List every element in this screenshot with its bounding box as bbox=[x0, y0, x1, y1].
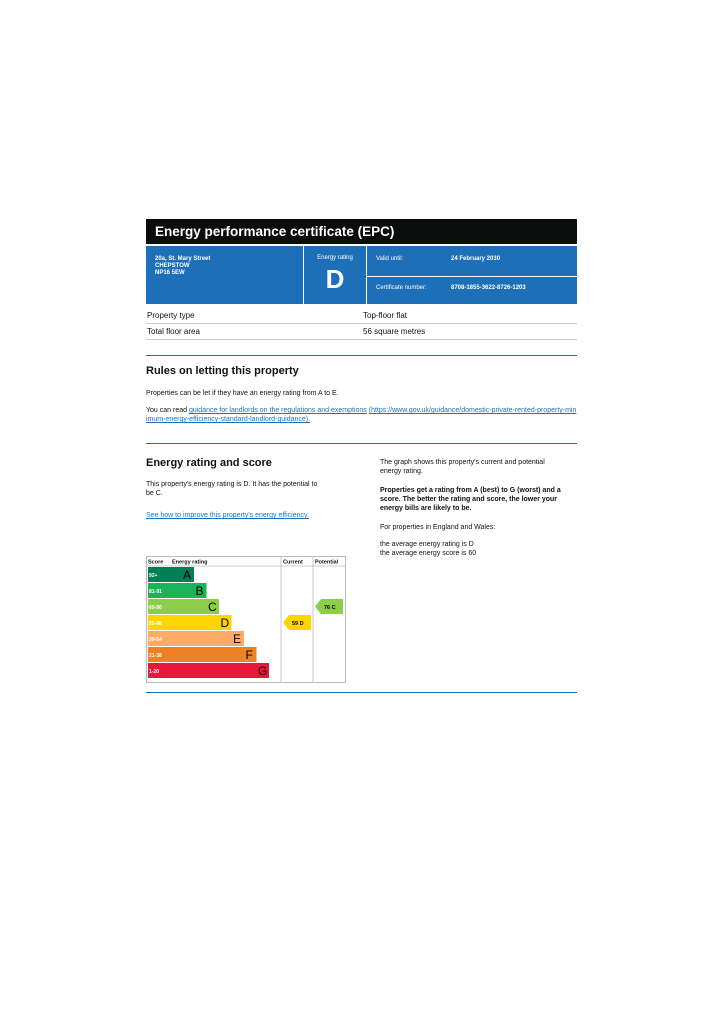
rating-right-column bbox=[380, 458, 578, 558]
property-type-label: Property type bbox=[147, 311, 195, 320]
rules-text: Properties can be let if they have an energy rating from A to E. bbox=[146, 390, 339, 397]
valid-until-value: 24 February 2030 bbox=[451, 256, 501, 262]
score-band-label: 81-91 bbox=[149, 589, 162, 595]
page-title: Energy performance certificate (EPC) bbox=[146, 219, 577, 244]
rating-explanation: Properties get a rating from A (best) to G (worst) and a score. The better the rating and score, the lower your energy bills are likely to be. bbox=[380, 487, 561, 512]
guidance-link[interactable]: guidance for landlords on the regulations and exemptions bbox=[188, 407, 367, 414]
guidance-url-link[interactable]: (https://www.gov.uk/guidance/domestic-private-rented-property-minimum-energy-efficiency-standard-landlord-guidance). bbox=[146, 407, 577, 423]
rating-band-g bbox=[172, 663, 269, 678]
energy-rating-chart bbox=[146, 556, 346, 683]
divider bbox=[303, 246, 304, 304]
current-rating-label: 59 D bbox=[292, 621, 304, 627]
section-divider bbox=[146, 692, 577, 693]
address-line-2: CHEPSTOW bbox=[155, 263, 190, 269]
score-band-label: 1-20 bbox=[149, 669, 160, 675]
improve-efficiency-link[interactable]: See how to improve this property's energy efficiency. bbox=[146, 512, 309, 519]
improve-paragraph bbox=[146, 511, 316, 520]
rating-band-letter: B bbox=[195, 584, 204, 598]
epc-document bbox=[146, 219, 577, 444]
rating-band-letter: F bbox=[245, 648, 253, 662]
floor-area-label: Total floor area bbox=[147, 327, 200, 336]
rating-heading: Energy rating and score bbox=[146, 457, 272, 469]
certificate-number-label: Certificate number: bbox=[376, 285, 427, 291]
rating-band-letter: G bbox=[258, 664, 268, 678]
divider bbox=[367, 276, 577, 277]
rating-band-letter: C bbox=[208, 600, 217, 614]
score-band-label: 55-68 bbox=[149, 621, 162, 627]
guidance-prefix: You can read bbox=[146, 407, 187, 414]
energy-rating-chart-svg bbox=[146, 556, 346, 683]
floor-area-row bbox=[146, 324, 577, 340]
section-divider bbox=[146, 443, 577, 444]
address-line-3: NP16 5EW bbox=[155, 270, 185, 276]
chart-column-header: Current bbox=[283, 559, 303, 566]
property-type-row bbox=[146, 308, 577, 324]
rules-heading: Rules on letting this property bbox=[146, 365, 299, 377]
rating-band-f bbox=[172, 647, 257, 662]
potential-rating-label: 76 C bbox=[324, 605, 336, 611]
divider bbox=[366, 246, 367, 304]
energy-rating-letter: D bbox=[325, 264, 345, 294]
rating-text: This property's energy rating is D. It has the potential to be C. bbox=[146, 481, 318, 497]
score-band-label: 69-80 bbox=[149, 605, 162, 611]
score-band-label: 21-38 bbox=[149, 653, 162, 659]
rating-band-letter: E bbox=[233, 632, 242, 646]
score-band-label: 39-54 bbox=[149, 637, 162, 643]
score-band-label: 92+ bbox=[149, 573, 158, 579]
floor-area-value: 56 square metres bbox=[363, 327, 426, 336]
summary-block bbox=[146, 246, 577, 304]
rules-guidance bbox=[146, 406, 577, 424]
rating-left-column bbox=[146, 457, 336, 520]
rating-band-letter: A bbox=[183, 568, 192, 582]
chart-column-header: Score bbox=[148, 559, 164, 566]
energy-rating-label: Energy rating bbox=[317, 255, 353, 261]
region-label: For properties in England and Wales: bbox=[380, 524, 496, 531]
chart-column-header: Energy rating bbox=[172, 559, 208, 566]
rating-band-letter: D bbox=[220, 616, 230, 630]
certificate-number-value: 8708-1855-3622-8726-1203 bbox=[451, 285, 526, 291]
graph-description: The graph shows this property's current and potential energy rating. bbox=[380, 459, 545, 475]
average-rating: the average energy rating is D bbox=[380, 541, 474, 548]
valid-until-label: Valid until: bbox=[376, 256, 404, 262]
address-line-1: 20a, St. Mary Street bbox=[155, 256, 211, 262]
property-address bbox=[155, 256, 210, 277]
average-score: the average energy score is 60 bbox=[380, 550, 477, 557]
chart-column-header: Potential bbox=[315, 559, 339, 566]
property-type-value: Top-floor flat bbox=[363, 311, 408, 320]
